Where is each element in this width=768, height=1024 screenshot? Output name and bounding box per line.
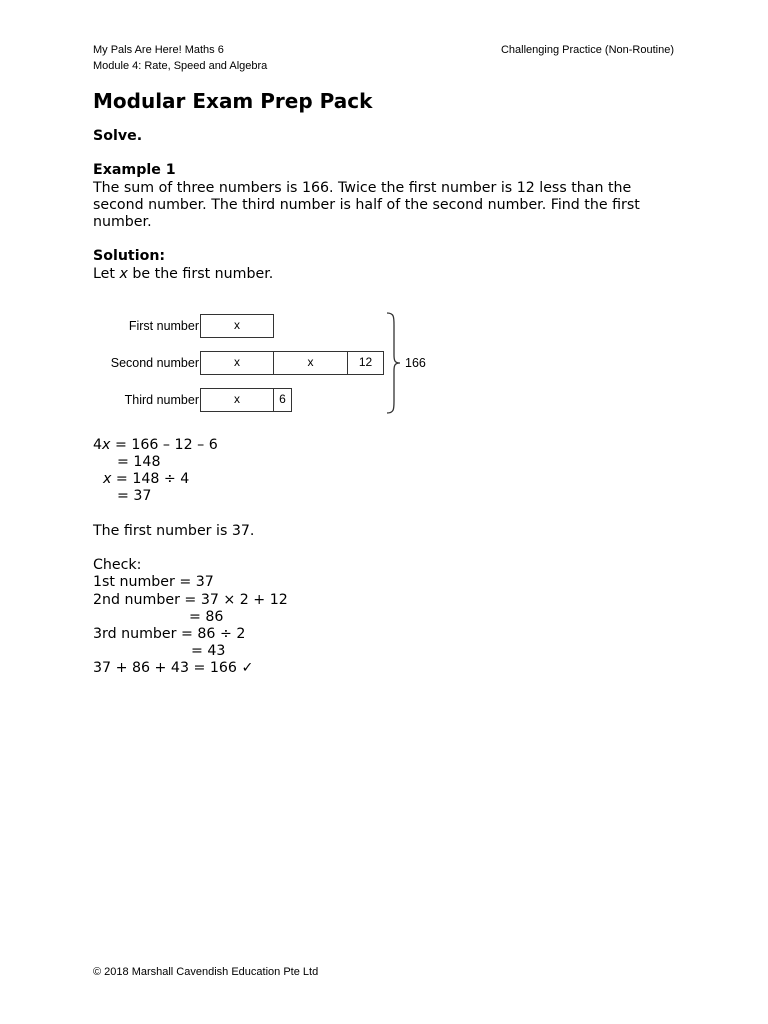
- check-line: = 43: [191, 643, 226, 660]
- total-label: 166: [405, 355, 426, 370]
- second-number-label: Second number: [110, 355, 199, 370]
- second-number-box-x2: x: [273, 351, 348, 375]
- check-line: 37 + 86 + 43 = 166 ✓: [93, 660, 254, 677]
- book-title: My Pals Are Here! Maths 6: [93, 44, 224, 56]
- working-line-3: x = 148 ÷ 4: [103, 471, 190, 488]
- check-line: = 86: [189, 608, 224, 625]
- working-line-1: 4x = 166 – 12 – 6: [93, 436, 218, 453]
- page-title: Modular Exam Prep Pack: [93, 89, 373, 113]
- first-number-box-x: x: [200, 314, 274, 338]
- example-question: The sum of three numbers is 166. Twice the first number is 12 less than the second number. The third number is half of the second number. Find the first number.: [93, 179, 640, 230]
- solution-heading: Solution:: [93, 248, 166, 265]
- third-number-box-6: 6: [273, 388, 292, 412]
- let-statement: Let x be the first number.: [93, 265, 274, 282]
- answer-statement: The first number is 37.: [93, 522, 255, 539]
- second-number-box-12: 12: [347, 351, 384, 375]
- model-diagram: [93, 285, 449, 433]
- working-line-4: = 37: [117, 488, 152, 505]
- third-number-box-x: x: [200, 388, 274, 412]
- instruction: Solve.: [93, 128, 143, 144]
- check-line: 1st number = 37: [93, 574, 214, 591]
- section-title: Challenging Practice (Non-Routine): [500, 44, 674, 56]
- check-heading: Check:: [93, 557, 142, 574]
- first-number-label: First number: [128, 318, 199, 333]
- check-line: 2nd number = 37 × 2 + 12: [93, 591, 288, 608]
- example-heading: Example 1: [93, 162, 176, 179]
- working-line-2: = 148: [117, 454, 161, 470]
- second-number-box-x1: x: [200, 351, 274, 375]
- page-header-left: [93, 42, 267, 74]
- check-line: 3rd number = 86 ÷ 2: [93, 626, 246, 642]
- module-title: Module 4: Rate, Speed and Algebra: [93, 60, 268, 72]
- third-number-label: Third number: [124, 392, 199, 407]
- document-body: [93, 128, 673, 678]
- total-brace-icon: [385, 311, 405, 415]
- copyright-footer: © 2018 Marshall Cavendish Education Pte Ltd: [93, 966, 319, 978]
